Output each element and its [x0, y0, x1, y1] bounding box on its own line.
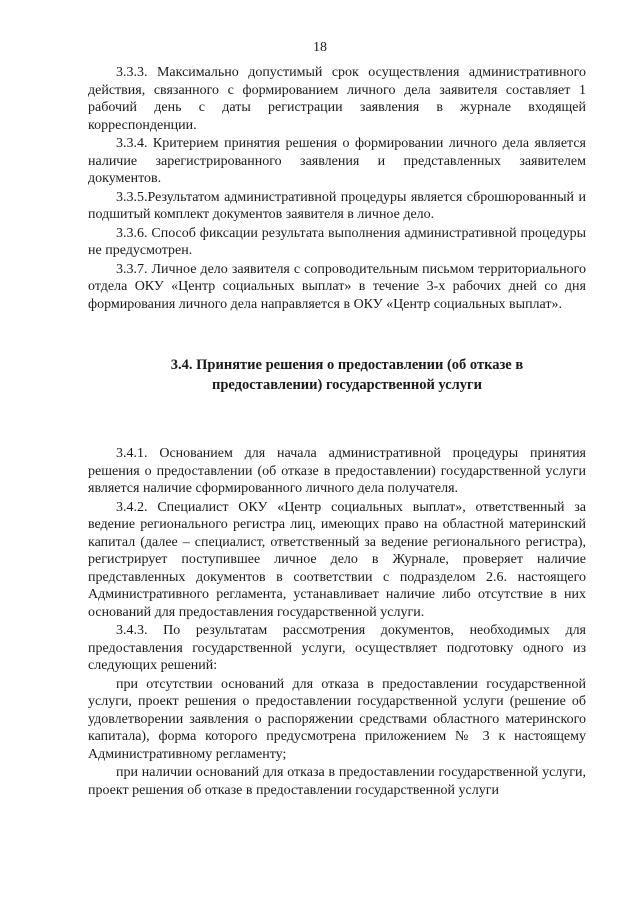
paragraph-option-grounds: при наличии оснований для отказа в предоставлении государственной услуги, проект решения об отказе в предоставлении государственной услуги: [88, 765, 586, 798]
paragraph-option-no-grounds: при отсутствии оснований для отказа в предоставлении государственной услуги, проект решения о предоставлении государственной услуги (решение об удовлетворении заявления о распоряжении средствами областного материнского капитала), форма которого предусмотрена приложением № 3 к настоящему Административному регламенту;: [88, 676, 586, 762]
section-heading: [148, 355, 546, 395]
paragraph-3-3-5: 3.3.5.Результатом административной процедуры является сброшюрованный и подшитый комплект документов заявителя в личное дело.: [88, 189, 586, 222]
paragraph-3-3-6: 3.3.6. Способ фиксации результата выполнения административной процедуры не предусмотрен.: [88, 225, 586, 258]
top-section: [88, 64, 586, 313]
bottom-section: [88, 445, 586, 799]
paragraph-3-4-2: 3.4.2. Специалист ОКУ «Центр социальных выплат», ответственный за ведение регионального регистра лиц, имеющих право на областной материнский капитал (далее – специалист, ответственный за ведение регионального регистра), регистрирует поступившее личное дело в Журнале, проверяет наличие представленных документов в соответствии с подразделом 2.6. настоящего Административного регламента, устанавливает наличие либо отсутствие в них оснований для предоставления государственной услуги.: [88, 499, 586, 620]
page-number: 18: [313, 40, 327, 55]
paragraph-3-4-3: 3.4.3. По результатам рассмотрения документов, необходимых для предоставления государственной услуги, осуществляет подготовку одного из следующих решений:: [88, 623, 586, 673]
paragraph-3-3-3: 3.3.3. Максимально допустимый срок осуществления административного действия, связанного с формированием личного дела заявителя составляет 1 рабочий день с даты регистрации заявления в журнале входящей корреспонденции.: [88, 65, 586, 133]
paragraph-3-4-1: 3.4.1. Основанием для начала административной процедуры принятия решения о предоставлении (об отказе в предоставлении) государственной услуги является наличие сформированного личного дела получателя.: [88, 446, 586, 496]
paragraph-3-3-4: 3.3.4. Критерием принятия решения о формировании личного дела является наличие зарегистрированного заявления и представленных заявителем документов.: [88, 136, 586, 186]
paragraph-3-3-7: 3.3.7. Личное дело заявителя с сопроводительным письмом территориального отдела ОКУ «Центр социальных выплат» в течение 3-х рабочих дней со дня формирования личного дела направляется в ОКУ «Центр социальных выплат».: [88, 261, 586, 312]
section-heading-line-1: 3.4. Принятие решения о предоставлении (об отказе в: [170, 357, 524, 373]
section-heading-line-2: предоставлении) государственной услуги: [212, 377, 482, 393]
